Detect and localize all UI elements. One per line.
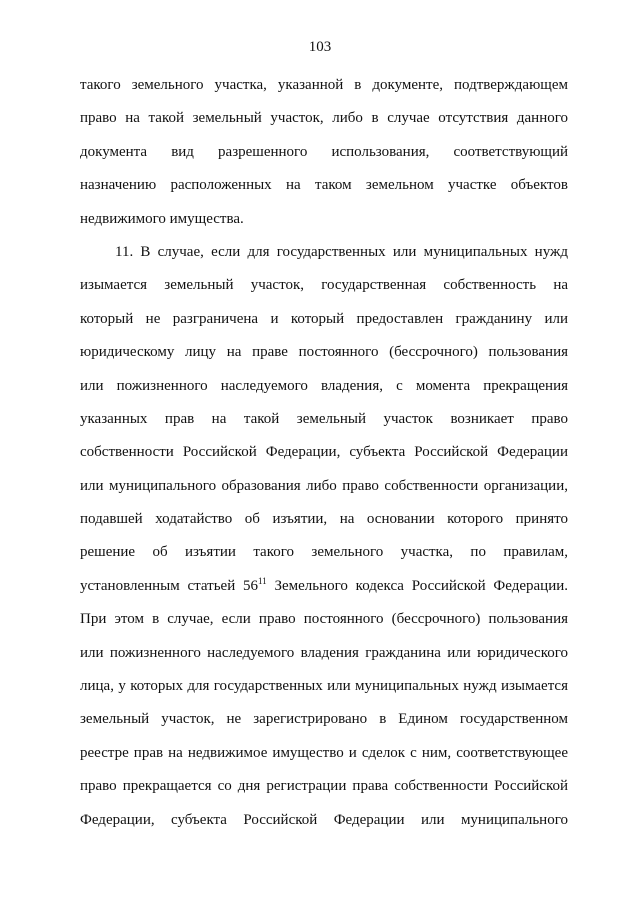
text-line: или пожизненного наследуемого владения, с момента прекращения (80, 377, 568, 394)
superscript-article-number: 11 (258, 575, 267, 586)
text-line: указанных прав на такой земельный участок возникает право (80, 410, 568, 427)
paragraph-continuation (80, 75, 568, 242)
body-text (80, 75, 568, 843)
text-line: реестре прав на недвижимое имущество и сделок с ним, соответствующее (80, 744, 568, 761)
text-line: назначению расположенных на таком земельном участке объектов (80, 177, 568, 194)
text-line: такого земельного участка, указанной в документе, подтверждающем (80, 77, 568, 93)
text-line: или муниципального образования либо право собственности организации, (80, 477, 568, 494)
text-line: решение об изъятии такого земельного участка, по правилам, (80, 544, 568, 561)
text-line: Федерации, субъекта Российской Федерации или муниципального (80, 811, 568, 828)
text-line: который не разграничена и который предоставлен гражданину или (80, 310, 568, 327)
text-line: право прекращается со дня регистрации права собственности Российской (80, 778, 568, 795)
text-line: документа вид разрешенного использования, соответствующий (80, 143, 568, 160)
text-line: право на такой земельный участок, либо в случае отсутствия данного (80, 110, 568, 127)
text-line: юридическому лицу на праве постоянного (бессрочного) пользования (80, 344, 568, 361)
text-line: или пожизненного наследуемого владения гражданина или юридического (80, 644, 568, 661)
text-line: недвижимого имущества. (80, 210, 244, 227)
paragraph-item-11 (80, 242, 568, 843)
text-fragment: установленным статьей 56 (80, 577, 259, 594)
text-line: При этом в случае, если право постоянного (бессрочного) пользования (80, 611, 568, 628)
text-line: лица, у которых для государственных или муниципальных нужд изымается (80, 678, 568, 695)
text-line: земельный участок, не зарегистрировано в Едином государственном (80, 711, 568, 728)
text-line: собственности Российской Федерации, субъекта Российской Федерации (80, 444, 568, 461)
text-line: подавшей ходатайство об изъятии, на основании которого принято (80, 511, 568, 528)
text-line: изымается земельный участок, государственная собственность на (80, 277, 568, 294)
page-number: 103 (308, 39, 332, 55)
text-line: 11. В случае, если для государственных или муниципальных нужд (115, 243, 568, 260)
text-fragment: Земельного кодекса Российской Федерации. (266, 577, 568, 594)
text-line-with-superscript (80, 576, 568, 609)
